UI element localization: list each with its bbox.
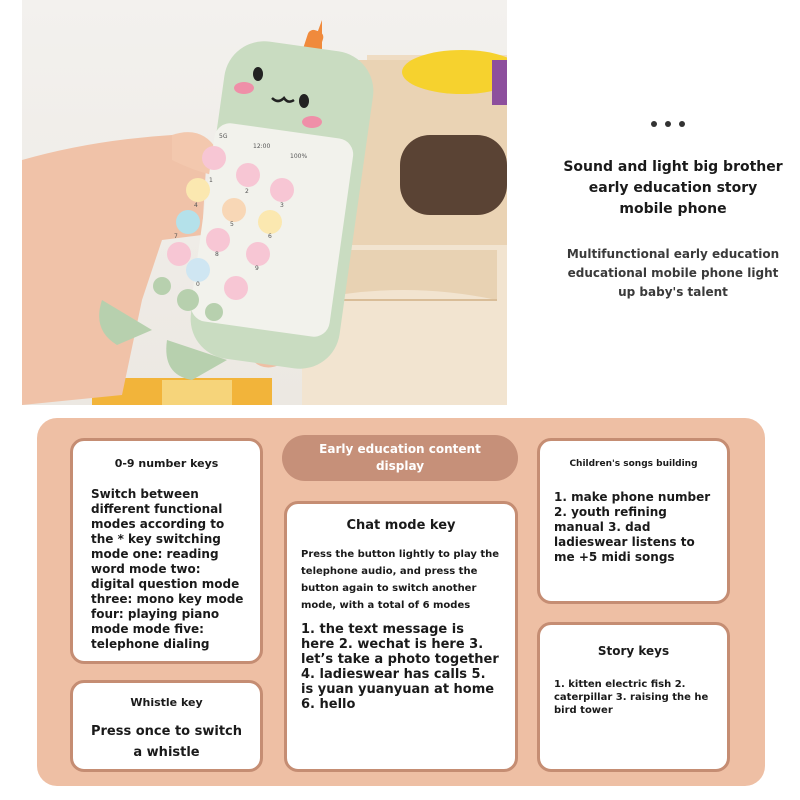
- chat-mode-key-body: 1. the text message is here 2. wechat is here 3. let’s take a photo together 4. ladieswear has calls 5. is yuan yuanyuan at home 6. hello: [301, 622, 499, 712]
- story-keys-body: 1. kitten electric fish 2. caterpillar 3. raising the he bird tower: [554, 679, 709, 716]
- childrens-songs-body: 1. make phone number 2. youth refining manual 3. dad ladieswear listens to me +5 midi songs: [554, 490, 711, 564]
- intro-title: Sound and light big brother early education story mobile phone: [563, 159, 783, 217]
- chat-mode-key-card: [284, 501, 518, 772]
- content-display-banner: [282, 435, 518, 481]
- number-keys-title: 0-9 number keys: [114, 457, 219, 470]
- status-time: 12:00: [253, 143, 271, 150]
- status-network: 5G: [219, 133, 228, 140]
- key-number-9: 9: [255, 265, 259, 272]
- key-number-8: 8: [215, 251, 219, 258]
- chat-mode-key-description: Press the button lightly to play the telephone audio, and press the button again to switch another mode, with a total of 6 modes: [301, 549, 500, 611]
- story-keys-card: [537, 622, 730, 772]
- story-keys-title: Story keys: [597, 644, 670, 658]
- chat-mode-key-title: Chat mode key: [346, 518, 456, 533]
- number-keys-card: [70, 438, 263, 664]
- key-number-3: 3: [280, 202, 284, 209]
- childrens-songs-card: [537, 438, 730, 604]
- key-number-0: 0: [196, 281, 200, 288]
- key-number-1: 1: [209, 177, 213, 184]
- product-photo: [22, 0, 507, 405]
- key-number-7: 7: [174, 233, 178, 240]
- status-battery: 100%: [290, 153, 308, 160]
- intro-subtitle: Multifunctional early education educational mobile phone light up baby's talent: [566, 247, 780, 299]
- key-number-5: 5: [230, 221, 234, 228]
- key-number-4: 4: [194, 202, 198, 209]
- whistle-key-body: Press once to switch a whistle: [90, 724, 243, 760]
- content-display-label: Early education content display: [319, 442, 481, 473]
- number-keys-body: Switch between different functional modes according to the * key switching mode one: reading word mode two: digital question mode three: mono key mode four: playing piano mode mode five: telephone dialing: [91, 487, 244, 651]
- childrens-songs-title: Children's songs building: [569, 459, 698, 469]
- whistle-key-title: Whistle key: [130, 696, 203, 709]
- key-number-6: 6: [268, 233, 272, 240]
- ellipsis-icon: [649, 116, 689, 132]
- key-number-2: 2: [245, 188, 249, 195]
- whistle-key-card: [70, 680, 263, 772]
